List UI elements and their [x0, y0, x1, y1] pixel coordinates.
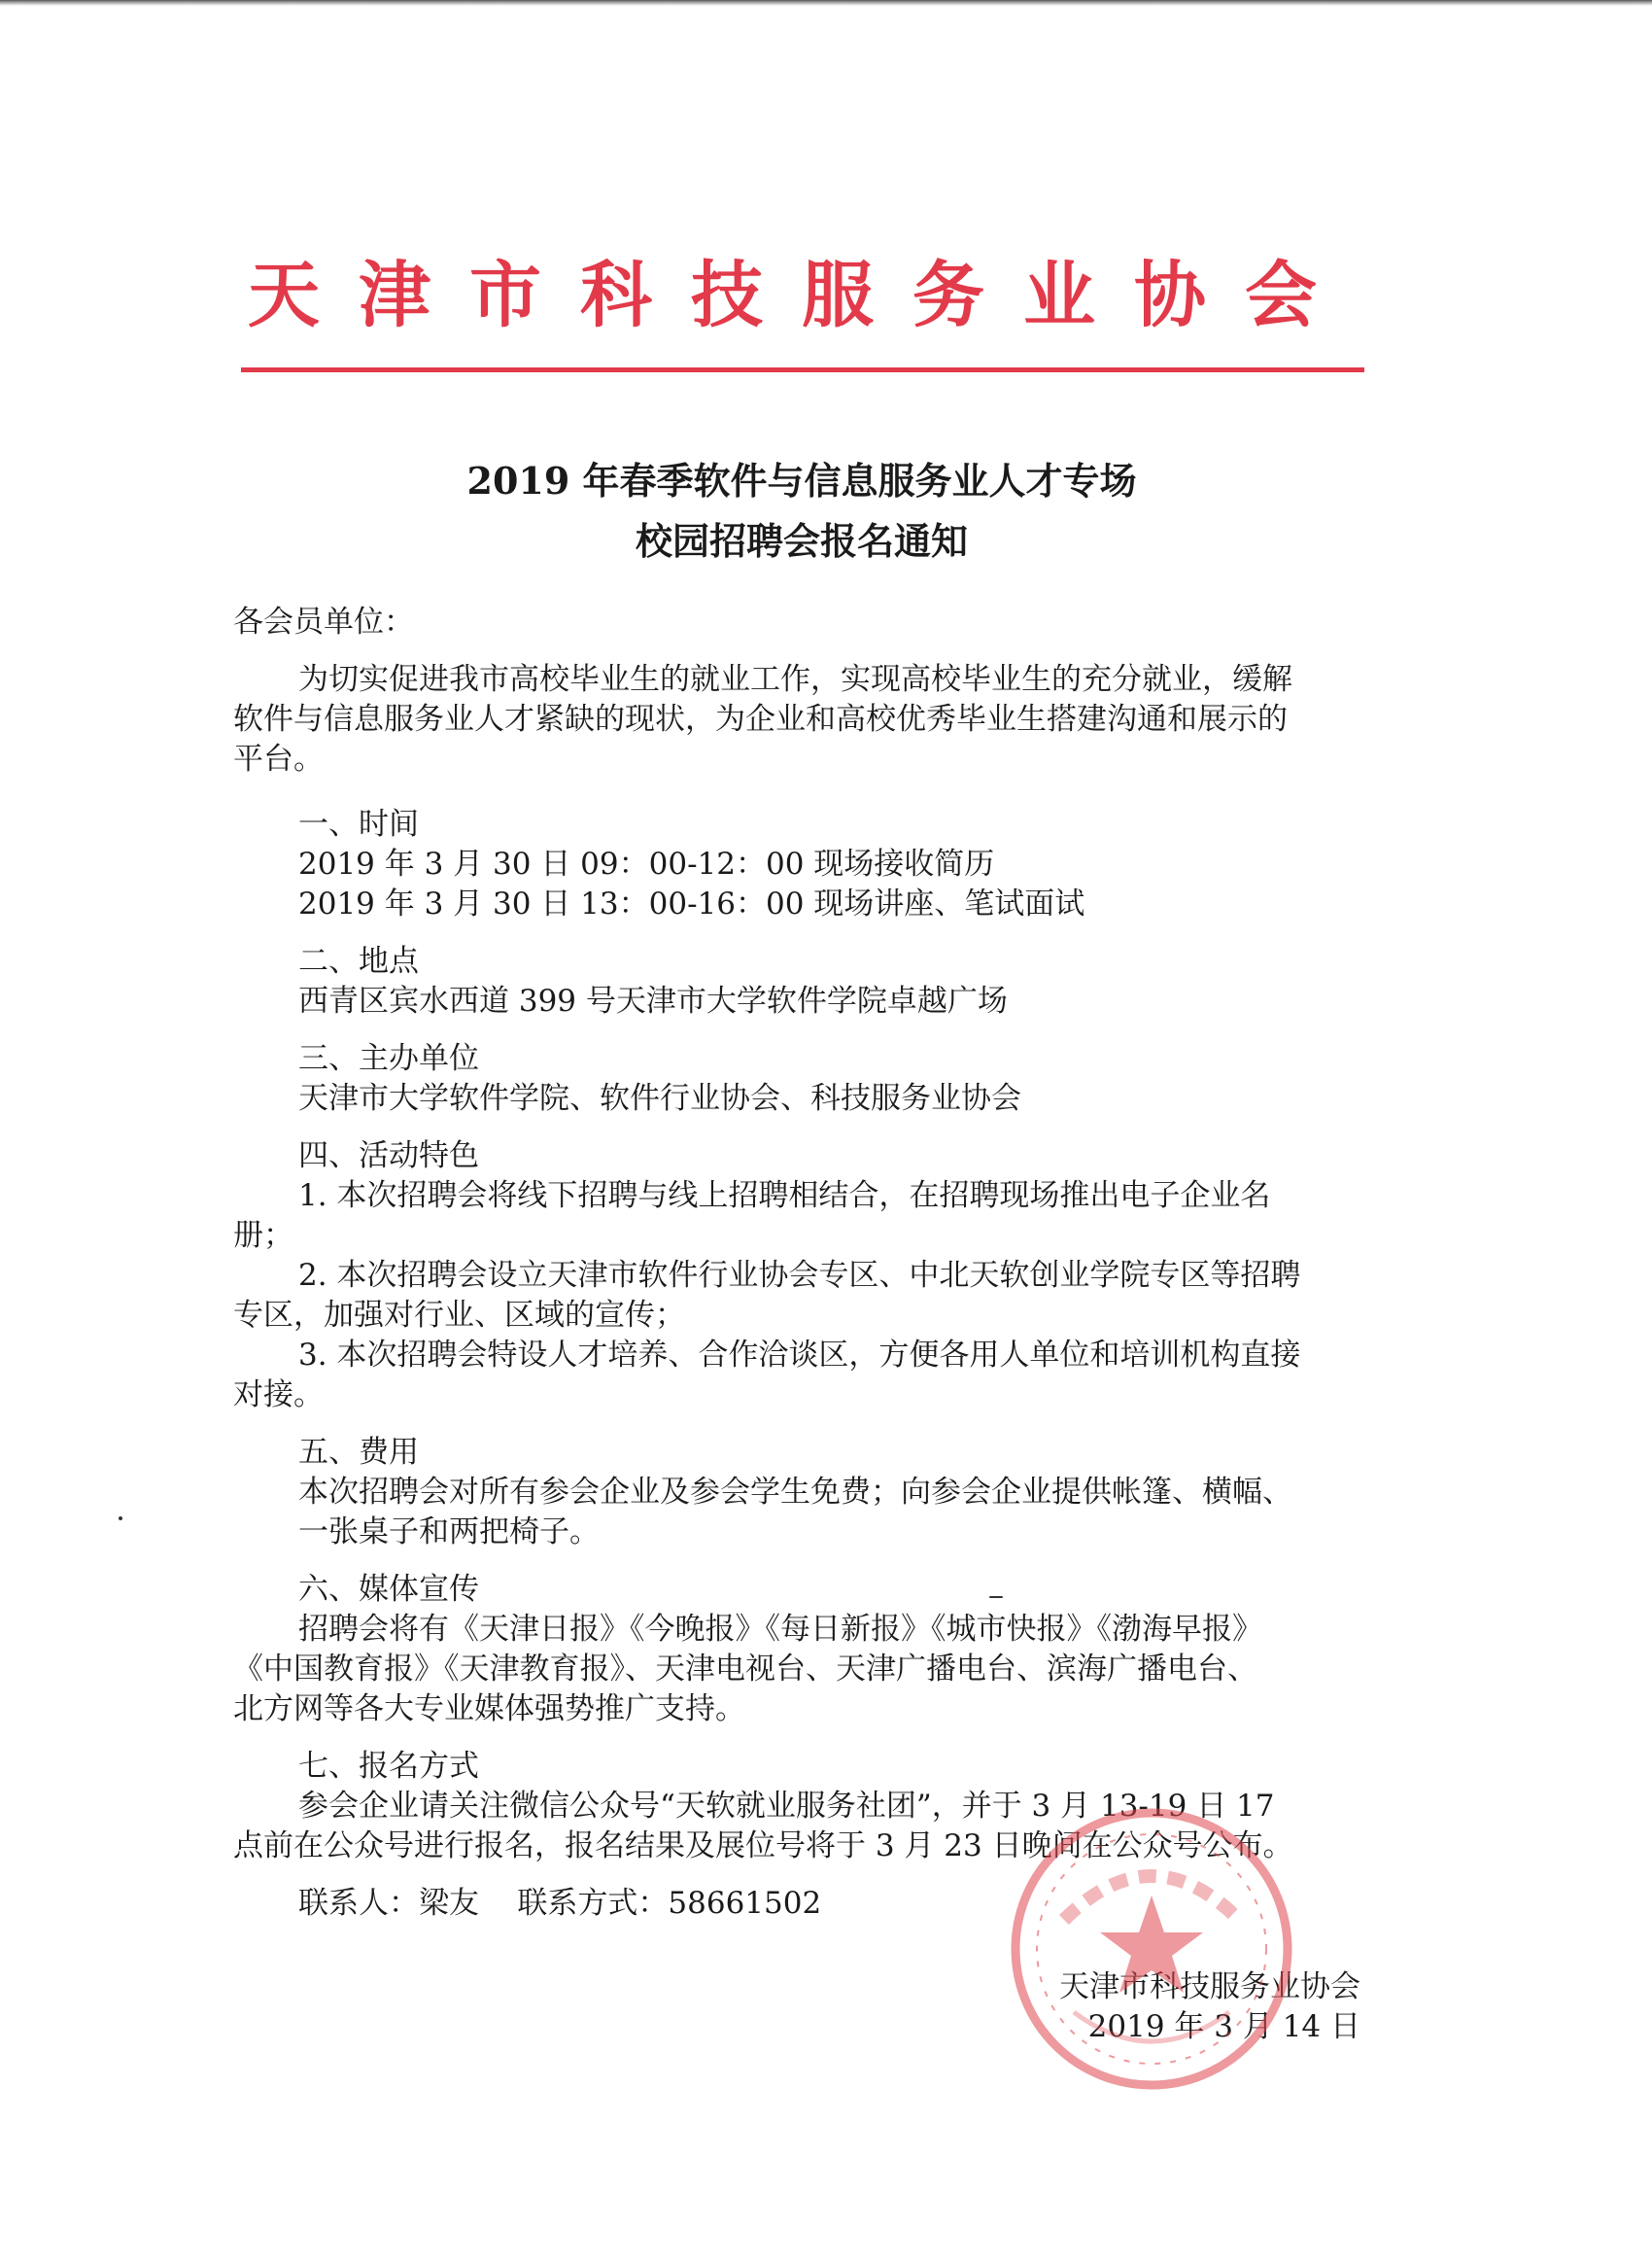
signature-date: 2019 年 3 月 14 日	[1087, 2009, 1360, 2044]
section-line: 本次招聘会对所有参会企业及参会学生免费；向参会企业提供帐篷、横幅、	[298, 1475, 1292, 1510]
salutation: 各会员单位：	[233, 605, 414, 640]
section-line: 2. 本次招聘会设立天津市软件行业协会专区、中北天软创业学院专区等招聘	[298, 1258, 1301, 1293]
section-heading: 一、时间	[298, 807, 419, 842]
section-line: 《中国教育报》《天津教育报》、天津电视台、天津广播电台、滨海广播电台、	[233, 1652, 1257, 1687]
section-heading: 三、主办单位	[298, 1041, 479, 1076]
section-heading: 四、活动特色	[298, 1138, 479, 1173]
scan-edge	[0, 0, 1652, 6]
document-body	[233, 603, 1360, 1924]
section-line: 一张桌子和两把椅子。	[298, 1514, 600, 1549]
section-time	[233, 805, 1360, 924]
star-icon	[1100, 1896, 1203, 1993]
section-line: 2019 年 3 月 30 日 13：00-16：00 现场讲座、笔试面试	[298, 887, 1085, 922]
document-title	[243, 451, 1360, 572]
intro-line: 为切实促进我市高校毕业生的就业工作，实现高校毕业生的充分就业，缓解	[298, 662, 1292, 697]
section-fees	[233, 1433, 1360, 1552]
section-heading: 六、媒体宣传	[298, 1572, 479, 1607]
section-heading: 五、费用	[298, 1435, 419, 1470]
intro-line: 平台。	[233, 742, 324, 777]
section-line: 3. 本次招聘会特设人才培养、合作洽谈区，方便各用人单位和培训机构直接	[298, 1338, 1301, 1373]
section-location	[233, 942, 1360, 1022]
section-line: 参会企业请关注微信公众号“天软就业服务社团”，并于 3 月 13-19 日 17	[298, 1789, 1275, 1824]
section-line: 对接。	[233, 1377, 324, 1412]
section-line: 册；	[233, 1218, 293, 1253]
section-line: 招聘会将有《天津日报》《今晚报》《每日新报》《城市快报》《渤海早报》	[298, 1612, 1262, 1647]
letterhead-organization: 天津市科技服务业协会	[248, 254, 1356, 337]
title-line-2: 校园招聘会报名通知	[635, 519, 968, 563]
section-line: 天津市大学软件学院、软件行业协会、科技服务业协会	[298, 1081, 1021, 1116]
intro-paragraph	[233, 660, 1360, 780]
scan-speck	[989, 1596, 1003, 1598]
contact-line: 联系人：梁友 联系方式：58661502	[298, 1886, 822, 1921]
section-line: 北方网等各大专业媒体强势推广支持。	[233, 1691, 745, 1726]
section-heading: 二、地点	[298, 944, 419, 979]
section-media	[233, 1570, 1360, 1729]
section-line: 西青区宾水西道 399 号天津市大学软件学院卓越广场	[298, 984, 1008, 1019]
scan-speck	[119, 1516, 122, 1520]
section-line: 点前在公众号进行报名，报名结果及展位号将于 3 月 23 日晚间在公众号公布。	[233, 1828, 1293, 1863]
section-host	[233, 1039, 1360, 1119]
official-seal	[1006, 1803, 1297, 2095]
seal-lower-marks	[1074, 2012, 1229, 2041]
signature-organization: 天津市科技服务业协会	[1059, 1969, 1360, 2004]
letterhead-rule	[241, 367, 1364, 372]
section-line: 1. 本次招聘会将线下招聘与线上招聘相结合，在招聘现场推出电子企业名	[298, 1178, 1271, 1213]
section-heading: 七、报名方式	[298, 1749, 479, 1784]
intro-line: 软件与信息服务业人才紧缺的现状，为企业和高校优秀毕业生搭建沟通和展示的	[233, 702, 1288, 737]
section-line: 专区，加强对行业、区域的宣传；	[233, 1298, 685, 1333]
section-line: 2019 年 3 月 30 日 09：00-12：00 现场接收简历	[298, 847, 995, 882]
title-line-1: 2019 年春季软件与信息服务业人才专场	[466, 459, 1137, 503]
section-features	[233, 1136, 1360, 1415]
